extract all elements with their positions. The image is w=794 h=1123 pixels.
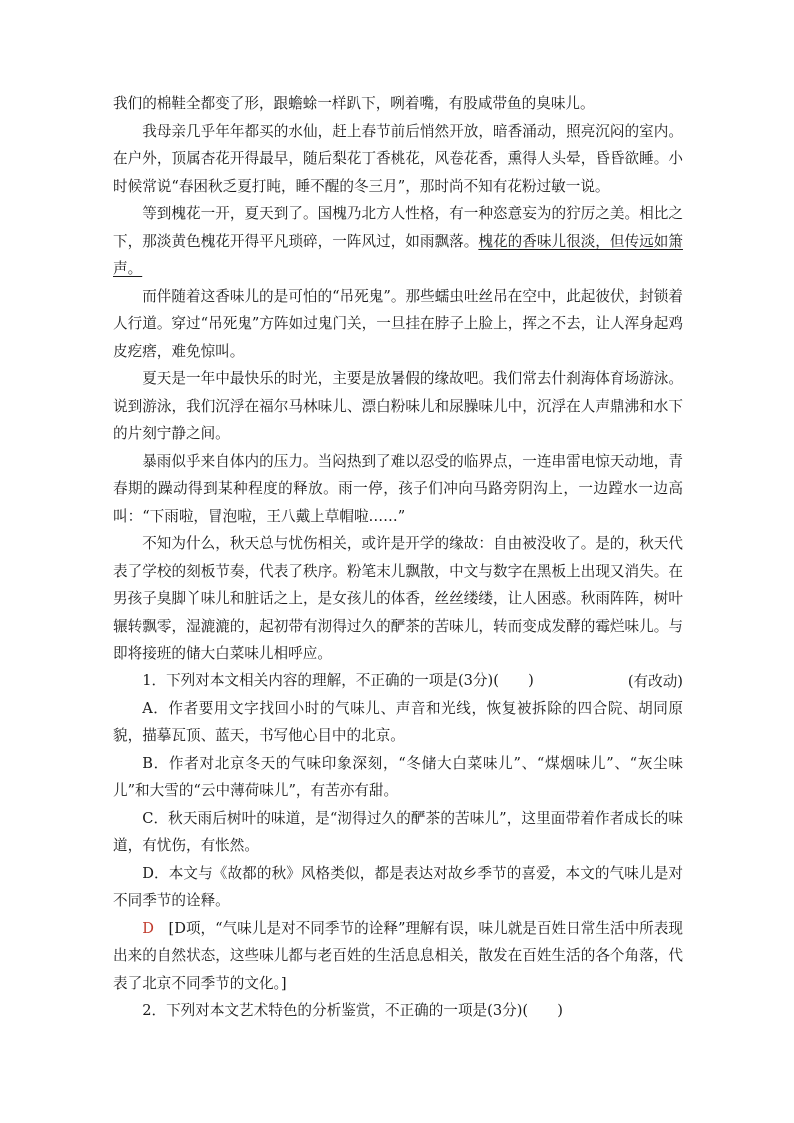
answer-letter: D <box>142 919 154 937</box>
passage-paragraph: 我母亲几乎年年都买的水仙，赶上春节前后悄然开放，暗香涌动，照亮沉闷的室内。在户外，顶属杏花开得最早，随后梨花丁香桃花，风卷花香，熏得人头晕，昏昏欲睡。小时候常说“春困秋乏夏打盹，睡不醒的冬三月”，那时尚不知有花粉过敏一说。 <box>113 122 683 195</box>
question-2-stem: 2．下列对本文艺术特色的分析鉴赏，不正确的一项是(3分)( ) <box>142 1002 563 1019</box>
underlined-sentence: 槐花的香味儿很淡，但传远如箫声。 <box>113 232 683 277</box>
passage-paragraph: 夏天是一年中最快乐的时光，主要是放暑假的缘故吧。我们常去什刹海体育场游泳。说到游泳，我们沉浮在福尔马林味儿、漂白粉味儿和尿臊味儿中，沉浮在人声鼎沸和水下的片刻宁静之间。 <box>113 370 683 442</box>
passage-paragraph: 不知为什么，秋天总与忧伤相关，或许是开学的缘故：自由被没收了。是的，秋天代表了学校的刻板节奏，代表了秩序。粉笔末儿飘散，中文与数字在黑板上出现又消失。在男孩子臭脚丫味儿和脏话之上，是女孩儿的体香，丝丝缕缕，让人困惑。秋雨阵阵，树叶辗转飘零，湿漉漉的，起初带有沏得过久的酽茶的苦味儿，转而变成发酵的霉烂味儿。与即将接班的储大白菜味儿相呼应。 <box>113 535 683 662</box>
passage-paragraph <box>113 200 683 283</box>
question-1-option-a: A．作者要用文字找回小时的气味儿、声音和光线，恢复被拆除的四合院、胡同原貌，描摹瓦顶、蓝天，书写他心目中的北京。 <box>113 699 683 744</box>
question-1-answer <box>113 915 683 998</box>
questions <box>113 667 683 1025</box>
question-1-option-b: B．作者对北京冬天的气味印象深刻，“冬储大白菜味儿”、“煤烟味儿”、“灰尘味儿”和大雪的“云中薄荷味儿”，有苦亦有甜。 <box>113 754 683 799</box>
passage-paragraph: 暴雨似乎来自体内的压力。当闷热到了难以忍受的临界点，一连串雷电惊天动地，青春期的躁动得到某种程度的释放。雨一停，孩子们冲向马路旁阴沟上，一边蹚水一边高叫：“下雨啦，冒泡啦，王八戴上草帽啦……” <box>113 452 683 525</box>
passage-paragraph: 而伴随着这香味儿的是可怕的“吊死鬼”。那些蠕虫吐丝吊在空中，此起彼伏，封锁着人行道。穿过“吊死鬼”方阵如过鬼门关，一旦挂在脖子上脸上，挥之不去，让人浑身起鸡皮疙瘩，难免惊叫。 <box>113 287 683 360</box>
answer-explanation: [D项，“气味儿是对不同季节的诠释”理解有误，味儿就是百姓日常生活中所表现出来的自然状态，这些味儿都与老百姓的生活息息相关，散发在百姓生活的各个角落，代表了北京不同季节的文化。] <box>113 919 683 992</box>
passage <box>113 90 683 695</box>
question-1-stem: 1．下列对本文相关内容的理解，不正确的一项是(3分)( ) <box>142 672 534 689</box>
adaptation-note: (有改动) <box>627 672 683 690</box>
passage-text: 等到槐花一开，夏天到了。国槐乃北方人性格，有一种恣意妄为的狞厉之美。相比之下，那淡黄色槐花开得平凡琐碎，一阵风过，如雨飘落。 <box>113 205 683 250</box>
passage-paragraph: 我们的棉鞋全都变了形，跟蟾蜍一样趴下，咧着嘴，有股咸带鱼的臭味儿。 <box>113 95 595 112</box>
question-1-option-d: D．本文与《故都的秋》风格类似，都是表达对故乡季节的喜爱，本文的气味儿是对不同季节的诠释。 <box>113 864 683 909</box>
question-1-option-c: C．秋天雨后树叶的味道，是“沏得过久的酽茶的苦味儿”，这里面带着作者成长的味道，有忧伤，有怅然。 <box>113 809 683 854</box>
